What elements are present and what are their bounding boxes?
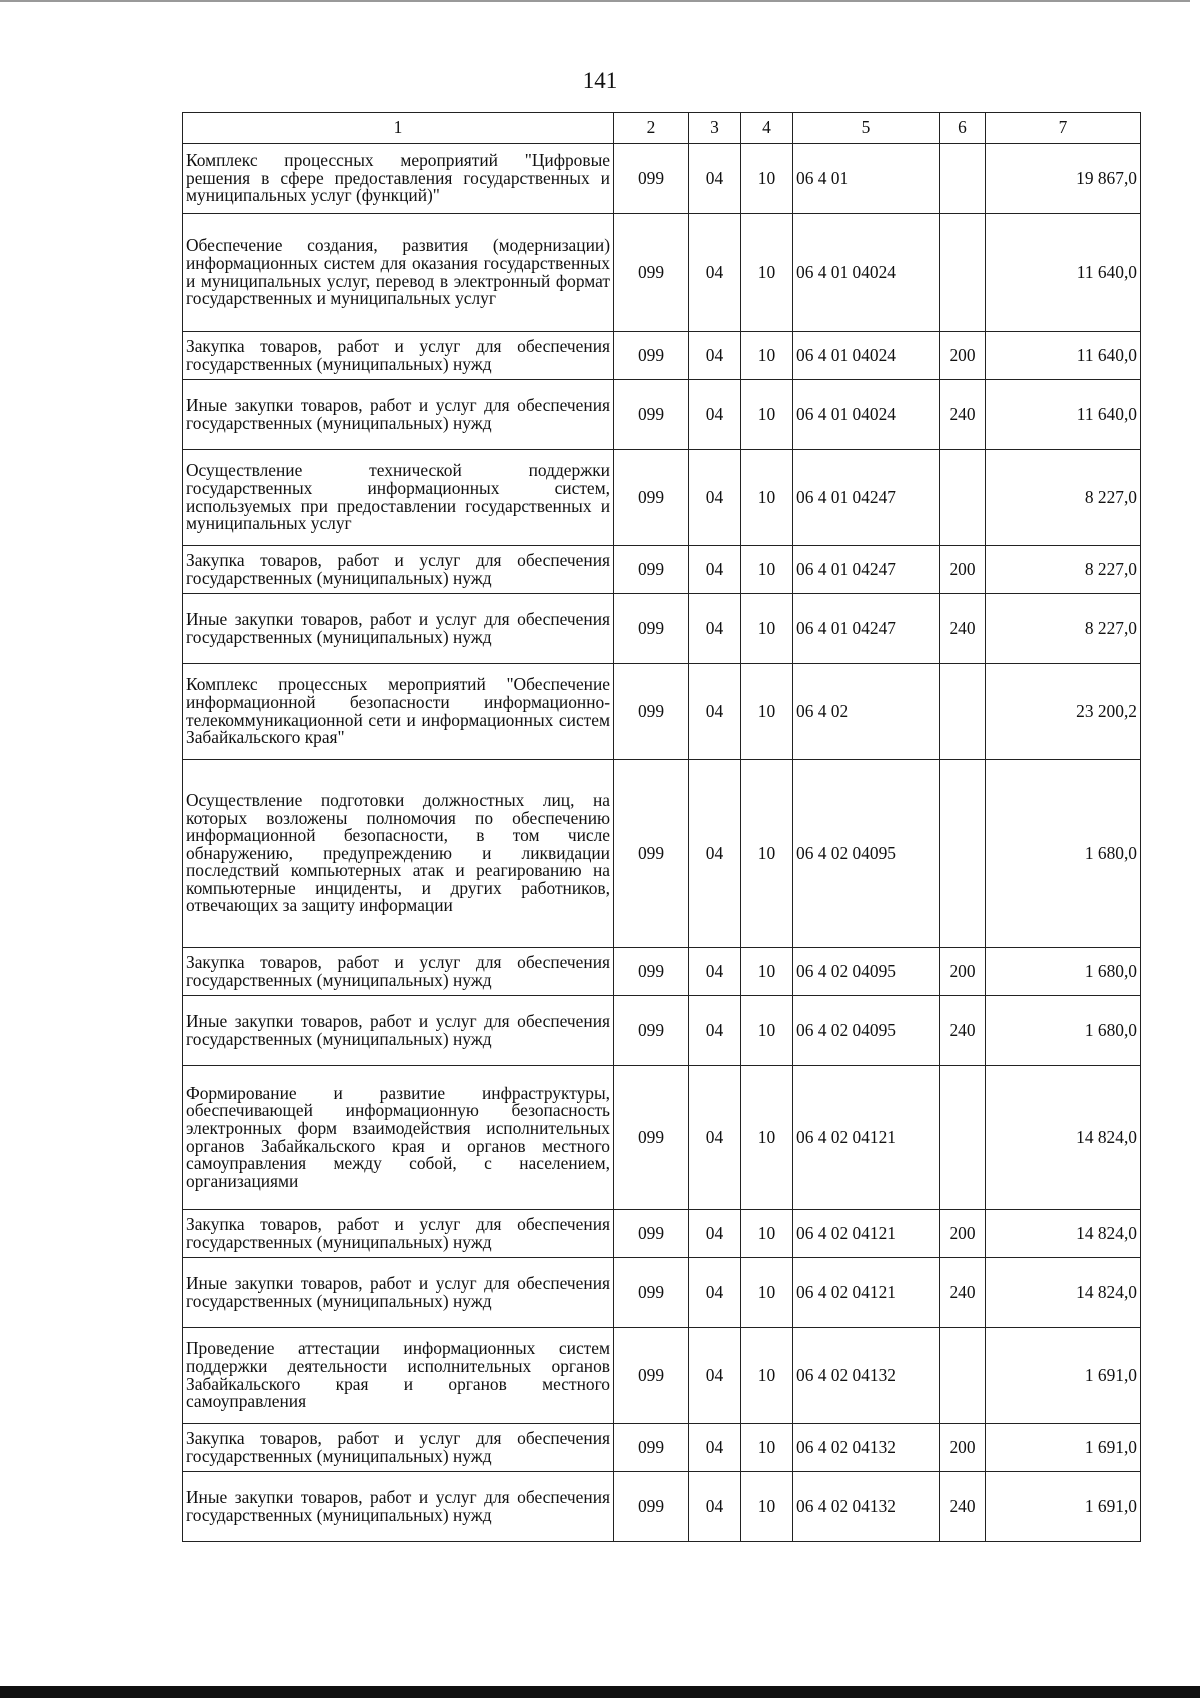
header-col-4: 4	[741, 113, 793, 144]
row-expense-type: 200	[940, 1424, 986, 1472]
row-section-code: 04	[689, 1066, 741, 1210]
row-section-code: 04	[689, 996, 741, 1066]
header-col-6: 6	[940, 113, 986, 144]
row-name: Обеспечение создания, развития (модернизации) информационных систем для оказания государственных и муниципальных услуг, перевод в электронный формат государственных и муниципальных услуг	[183, 214, 614, 332]
row-name: Формирование и развитие инфраструктуры, обеспечивающей информационную безопасность электронных форм взаимодействия исполнительных органов Забайкальского края и органов местного самоуправления между собой, с населением, организациями	[183, 1066, 614, 1210]
row-target-code: 06 4 01	[793, 144, 940, 214]
table-row	[183, 546, 1141, 594]
table-row	[183, 594, 1141, 664]
row-section-code: 04	[689, 1258, 741, 1328]
row-section-code: 04	[689, 664, 741, 760]
row-target-code: 06 4 01 04247	[793, 450, 940, 546]
row-section-code: 04	[689, 380, 741, 450]
row-target-code: 06 4 01 04024	[793, 214, 940, 332]
row-name: Иные закупки товаров, работ и услуг для обеспечения государственных (муниципальных) нужд	[183, 1472, 614, 1542]
table-row	[183, 760, 1141, 948]
row-target-code: 06 4 02 04095	[793, 996, 940, 1066]
row-expense-type: 200	[940, 332, 986, 380]
row-amount: 8 227,0	[986, 450, 1141, 546]
row-subsection-code: 10	[741, 760, 793, 948]
row-subsection-code: 10	[741, 996, 793, 1066]
row-subsection-code: 10	[741, 664, 793, 760]
row-admin-code: 099	[614, 214, 689, 332]
row-target-code: 06 4 02 04095	[793, 760, 940, 948]
row-amount: 1 680,0	[986, 760, 1141, 948]
table-header-row	[183, 113, 1141, 144]
row-admin-code: 099	[614, 664, 689, 760]
row-section-code: 04	[689, 214, 741, 332]
row-target-code: 06 4 02 04121	[793, 1258, 940, 1328]
row-expense-type	[940, 1328, 986, 1424]
row-target-code: 06 4 01 04247	[793, 594, 940, 664]
row-subsection-code: 10	[741, 1472, 793, 1542]
row-subsection-code: 10	[741, 214, 793, 332]
table-row	[183, 1328, 1141, 1424]
row-section-code: 04	[689, 450, 741, 546]
row-name: Осуществление подготовки должностных лиц, на которых возложены полномочия по обеспечению информационной безопасности, в том числе обнаружению, предупреждению и ликвидации последствий компьютерных атак и реагированию на компьютерные инциденты, и других работников, отвечающих за защиту информации	[183, 760, 614, 948]
row-admin-code: 099	[614, 1210, 689, 1258]
table-row	[183, 948, 1141, 996]
row-amount: 11 640,0	[986, 214, 1141, 332]
row-amount: 14 824,0	[986, 1066, 1141, 1210]
row-expense-type	[940, 144, 986, 214]
row-admin-code: 099	[614, 760, 689, 948]
table-row	[183, 380, 1141, 450]
row-section-code: 04	[689, 1424, 741, 1472]
row-subsection-code: 10	[741, 1210, 793, 1258]
row-subsection-code: 10	[741, 450, 793, 546]
row-admin-code: 099	[614, 380, 689, 450]
row-name: Осуществление технической поддержки государственных информационных систем, используемых при предоставлении государственных и муниципальных услуг	[183, 450, 614, 546]
row-subsection-code: 10	[741, 546, 793, 594]
row-admin-code: 099	[614, 1066, 689, 1210]
row-name: Комплекс процессных мероприятий "Обеспечение информационной безопасности информационно-телекоммуникационной сети и информационных систем Забайкальского края"	[183, 664, 614, 760]
table-row	[183, 1210, 1141, 1258]
row-admin-code: 099	[614, 1258, 689, 1328]
row-expense-type	[940, 214, 986, 332]
row-name: Закупка товаров, работ и услуг для обеспечения государственных (муниципальных) нужд	[183, 948, 614, 996]
row-section-code: 04	[689, 546, 741, 594]
row-section-code: 04	[689, 144, 741, 214]
header-col-5: 5	[793, 113, 940, 144]
row-amount: 1 691,0	[986, 1424, 1141, 1472]
row-name: Иные закупки товаров, работ и услуг для обеспечения государственных (муниципальных) нужд	[183, 594, 614, 664]
row-amount: 19 867,0	[986, 144, 1141, 214]
row-admin-code: 099	[614, 1424, 689, 1472]
row-admin-code: 099	[614, 144, 689, 214]
row-name: Иные закупки товаров, работ и услуг для обеспечения государственных (муниципальных) нужд	[183, 1258, 614, 1328]
row-section-code: 04	[689, 760, 741, 948]
row-amount: 1 691,0	[986, 1328, 1141, 1424]
scan-bottom-edge	[0, 1686, 1200, 1698]
budget-table	[182, 112, 1141, 1542]
table-row	[183, 1424, 1141, 1472]
table-row	[183, 1472, 1141, 1542]
table-row	[183, 996, 1141, 1066]
row-name: Иные закупки товаров, работ и услуг для обеспечения государственных (муниципальных) нужд	[183, 996, 614, 1066]
row-name: Проведение аттестации информационных систем поддержки деятельности исполнительных органов Забайкальского края и органов местного самоуправления	[183, 1328, 614, 1424]
row-admin-code: 099	[614, 948, 689, 996]
row-amount: 11 640,0	[986, 380, 1141, 450]
row-expense-type: 240	[940, 1258, 986, 1328]
row-subsection-code: 10	[741, 948, 793, 996]
row-amount: 1 691,0	[986, 1472, 1141, 1542]
row-expense-type	[940, 664, 986, 760]
row-target-code: 06 4 02 04095	[793, 948, 940, 996]
row-name: Закупка товаров, работ и услуг для обеспечения государственных (муниципальных) нужд	[183, 546, 614, 594]
row-amount: 14 824,0	[986, 1210, 1141, 1258]
row-name: Закупка товаров, работ и услуг для обеспечения государственных (муниципальных) нужд	[183, 1210, 614, 1258]
table-row	[183, 214, 1141, 332]
row-section-code: 04	[689, 594, 741, 664]
row-name: Иные закупки товаров, работ и услуг для обеспечения государственных (муниципальных) нужд	[183, 380, 614, 450]
row-target-code: 06 4 02 04132	[793, 1472, 940, 1542]
row-subsection-code: 10	[741, 1328, 793, 1424]
row-subsection-code: 10	[741, 1424, 793, 1472]
row-section-code: 04	[689, 1328, 741, 1424]
row-expense-type: 240	[940, 1472, 986, 1542]
row-target-code: 06 4 02 04121	[793, 1210, 940, 1258]
row-amount: 11 640,0	[986, 332, 1141, 380]
header-col-7: 7	[986, 113, 1141, 144]
header-col-2: 2	[614, 113, 689, 144]
row-expense-type: 240	[940, 996, 986, 1066]
row-target-code: 06 4 02 04121	[793, 1066, 940, 1210]
row-target-code: 06 4 01 04024	[793, 380, 940, 450]
row-target-code: 06 4 02	[793, 664, 940, 760]
row-subsection-code: 10	[741, 380, 793, 450]
row-subsection-code: 10	[741, 332, 793, 380]
table-row	[183, 144, 1141, 214]
row-target-code: 06 4 01 04247	[793, 546, 940, 594]
row-expense-type	[940, 1066, 986, 1210]
row-subsection-code: 10	[741, 1258, 793, 1328]
row-admin-code: 099	[614, 996, 689, 1066]
row-expense-type: 200	[940, 948, 986, 996]
row-amount: 1 680,0	[986, 948, 1141, 996]
page-number: 141	[582, 68, 618, 93]
table-row	[183, 1258, 1141, 1328]
row-section-code: 04	[689, 948, 741, 996]
row-amount: 23 200,2	[986, 664, 1141, 760]
row-subsection-code: 10	[741, 144, 793, 214]
row-name: Закупка товаров, работ и услуг для обеспечения государственных (муниципальных) нужд	[183, 1424, 614, 1472]
row-expense-type: 200	[940, 546, 986, 594]
row-admin-code: 099	[614, 450, 689, 546]
row-amount: 8 227,0	[986, 546, 1141, 594]
row-amount: 1 680,0	[986, 996, 1141, 1066]
row-section-code: 04	[689, 1472, 741, 1542]
row-target-code: 06 4 02 04132	[793, 1328, 940, 1424]
row-expense-type: 200	[940, 1210, 986, 1258]
row-subsection-code: 10	[741, 1066, 793, 1210]
row-name: Комплекс процессных мероприятий "Цифровые решения в сфере предоставления государственных и муниципальных услуг (функций)"	[183, 144, 614, 214]
row-expense-type: 240	[940, 380, 986, 450]
header-col-1: 1	[183, 113, 614, 144]
row-admin-code: 099	[614, 594, 689, 664]
row-target-code: 06 4 01 04024	[793, 332, 940, 380]
row-section-code: 04	[689, 332, 741, 380]
row-amount: 8 227,0	[986, 594, 1141, 664]
table-row	[183, 1066, 1141, 1210]
top-scan-line	[0, 0, 1190, 2]
row-section-code: 04	[689, 1210, 741, 1258]
row-admin-code: 099	[614, 332, 689, 380]
row-expense-type: 240	[940, 594, 986, 664]
row-admin-code: 099	[614, 1472, 689, 1542]
row-target-code: 06 4 02 04132	[793, 1424, 940, 1472]
row-name: Закупка товаров, работ и услуг для обеспечения государственных (муниципальных) нужд	[183, 332, 614, 380]
table-row	[183, 450, 1141, 546]
table-row	[183, 332, 1141, 380]
row-expense-type	[940, 760, 986, 948]
row-amount: 14 824,0	[986, 1258, 1141, 1328]
row-subsection-code: 10	[741, 594, 793, 664]
row-expense-type	[940, 450, 986, 546]
table-row	[183, 664, 1141, 760]
header-col-3: 3	[689, 113, 741, 144]
row-admin-code: 099	[614, 1328, 689, 1424]
row-admin-code: 099	[614, 546, 689, 594]
